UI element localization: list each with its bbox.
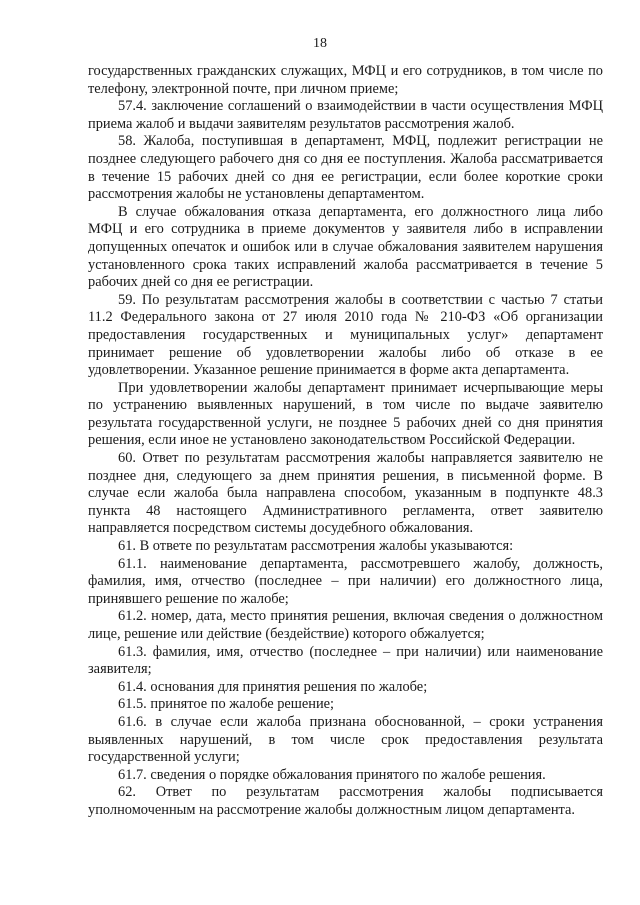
- paragraph-58-refusal: В случае обжалования отказа департамента, его должностного лица либо МФЦ и его сотрудника в приеме документов у заявителя либо в исправлении допущенных опечаток и ошибок или в случае обжалования заявителем нарушения установленного срока таких исправлений жалоба рассматривается в течение 5 рабочих дней со дня ее регистрации.: [88, 203, 603, 291]
- paragraph-59: 59. По результатам рассмотрения жалобы в соответствии с частью 7 статьи 11.2 Федерального закона от 27 июля 2010 года № 210-ФЗ «Об организации предоставления государственных и муниципальных услуг» департамент принимает решение об удовлетворении жалобы либо об отказе в ее удовлетворении. Указанное решение принимается в форме акта департамента.: [88, 291, 603, 379]
- paragraph-61-2: 61.2. номер, дата, место принятия решения, включая сведения о должностном лице, решение или действие (бездействие) которого обжалуется;: [88, 608, 603, 642]
- paragraph-58: 58. Жалоба, поступившая в департамент, МФЦ, подлежит регистрации не позднее следующего рабочего дня со дня ее поступления. Жалоба рассматривается в течение 15 рабочих дней со дня ее регистрации, если более короткие сроки рассмотрения жалобы не установлены департаментом.: [88, 133, 603, 203]
- paragraph-61-3: 61.3. фамилия, имя, отчество (последнее – при наличии) или наименование заявителя;: [88, 643, 603, 678]
- document-body: [88, 63, 603, 820]
- paragraph-61-6: 61.6. в случае если жалоба признана обоснованной, – сроки устранения выявленных нарушений, в том числе срок предоставления результата государственной услуги;: [88, 713, 603, 766]
- page-number: 18: [313, 36, 327, 51]
- paragraph-61-4: 61.4. основания для принятия решения по жалобе;: [118, 678, 428, 695]
- paragraph-61: 61. В ответе по результатам рассмотрения жалобы указываются:: [118, 538, 514, 555]
- paragraph-62: 62. Ответ по результатам рассмотрения жалобы подписывается уполномоченным на рассмотрение жалобы должностным лицом департамента.: [88, 784, 603, 818]
- paragraph-57-4: 57.4. заключение соглашений о взаимодействии в части осуществления МФЦ приема жалоб и выдачи заявителям результатов рассмотрения жалоб.: [88, 98, 603, 132]
- paragraph-61-7: 61.7. сведения о порядке обжалования принятого по жалобе решения.: [118, 766, 546, 783]
- paragraph-60: 60. Ответ по результатам рассмотрения жалобы направляется заявителю не позднее дня, следующего за днем принятия решения, в письменной форме. В случае если жалоба была направлена способом, указанным в подпункте 48.3 пункта 48 настоящего Административного регламента, ответ заявителю направляется посредством системы досудебного обжалования.: [88, 450, 603, 537]
- paragraph-59-satisfaction: При удовлетворении жалобы департамент принимает исчерпывающие меры по устранению выявленных нарушений, в том числе по выдаче заявителю результата государственной услуги, не позднее 5 рабочих дней со дня принятия решения, если иное не установлено законодательством Российской Федерации.: [88, 379, 603, 449]
- paragraph-61-1: 61.1. наименование департамента, рассмотревшего жалобу, должность, фамилия, имя, отчество (последнее – при наличии) его должностного лица, принявшего решение по жалобе;: [88, 555, 603, 607]
- paragraph-continuation: государственных гражданских служащих, МФЦ и его сотрудников, в том числе по телефону, электронной почте, при личном приеме;: [88, 63, 603, 97]
- paragraph-61-5: 61.5. принятое по жалобе решение;: [118, 696, 335, 713]
